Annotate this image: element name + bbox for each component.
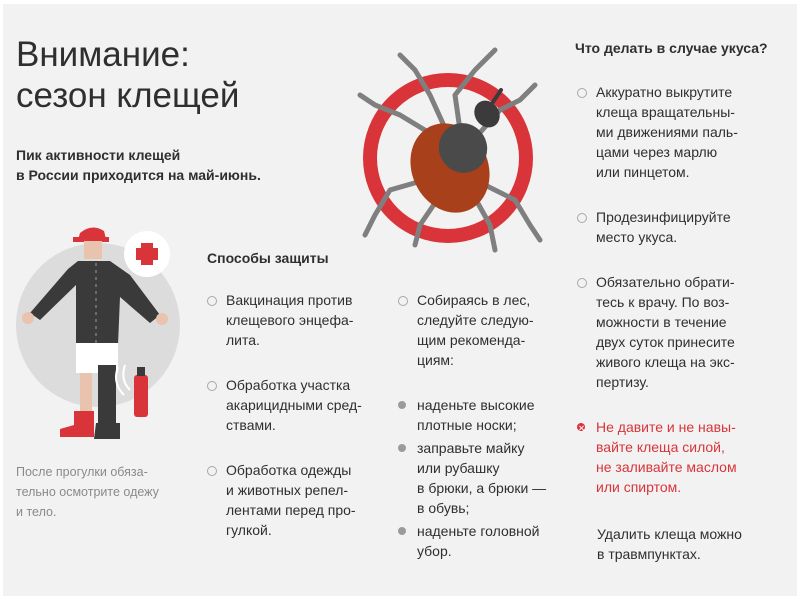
bullet-dot-icon	[398, 401, 406, 409]
bullet-dot-icon	[398, 444, 406, 452]
bullet-ring-icon	[577, 213, 587, 223]
item-line: тесь к врачу. По воз-	[596, 294, 730, 310]
item-line: живого клеща на экс-	[596, 354, 735, 370]
bullet-dot-icon	[398, 527, 406, 535]
warning-line: вайте клеща силой,	[596, 439, 725, 455]
title-line-2: сезон клещей	[16, 76, 240, 115]
item-line: лита.	[226, 332, 260, 348]
item-line: клеща вращательны-	[596, 104, 735, 120]
intro-line: циям:	[417, 352, 454, 368]
item-line: двух суток принесите	[596, 334, 735, 350]
note-line-2: тельно осмотрите одежу	[16, 485, 159, 499]
item-line: пертизу.	[596, 374, 649, 390]
peak-activity-text	[16, 145, 261, 185]
item-line: Обработка одежды	[226, 462, 352, 478]
list-item	[574, 82, 784, 182]
forest-recommendations	[395, 395, 565, 561]
item-line: или пинцетом.	[596, 164, 690, 180]
item-line: или рубашку	[417, 460, 500, 476]
man-spraying-illustration	[10, 215, 200, 445]
item-line: Аккуратно выкрутите	[596, 84, 733, 100]
first-aid-cross-icon	[124, 231, 170, 277]
note-line-3: и тело.	[16, 505, 57, 519]
list-item	[204, 290, 384, 350]
item-line: Вакцинация против	[226, 292, 353, 308]
note-line-1: После прогулки обяза-	[16, 465, 148, 479]
warning-line: не заливайте маслом	[596, 459, 737, 475]
list-item	[204, 460, 384, 540]
bite-title: Что делать в случае укуса?	[575, 40, 768, 56]
item-line: в обувь;	[417, 500, 470, 516]
item-line: лентами перед про-	[226, 502, 356, 518]
item-line: наденьте высокие	[417, 397, 535, 413]
bullet-ring-icon	[577, 88, 587, 98]
forest-intro	[395, 290, 565, 370]
warning-line: или спиртом.	[596, 479, 682, 495]
list-item	[395, 395, 565, 435]
intro-line: следуйте следую-	[417, 312, 534, 328]
item-line: гулкой.	[226, 522, 272, 538]
item-line: акарицидными сред-	[226, 397, 362, 413]
item-line: наденьте головной	[417, 523, 540, 539]
item-line: клещевого энцефа-	[226, 312, 354, 328]
trauma-center-note	[597, 524, 742, 564]
list-item	[574, 272, 784, 392]
item-line: место укуса.	[596, 229, 678, 245]
protection-title: Способы защиты	[207, 250, 329, 266]
final-line-1: Удалить клеща можно	[597, 526, 742, 542]
title-line-1: Внимание:	[16, 35, 190, 74]
bullet-ring-icon	[577, 278, 587, 288]
bullet-ring-icon	[207, 466, 217, 476]
list-item	[395, 521, 565, 561]
item-line: можности в течение	[596, 314, 727, 330]
item-line: ствами.	[226, 417, 276, 433]
item-line: Обязательно обрати-	[596, 274, 735, 290]
lead-line-2: в России приходится на май-июнь.	[16, 167, 261, 183]
after-walk-note	[16, 462, 159, 522]
item-line: плотные носки;	[417, 417, 517, 433]
lead-line-1: Пик активности клещей	[16, 147, 181, 163]
bullet-ring-icon	[398, 296, 408, 306]
final-line-2: в травмпунктах.	[597, 546, 701, 562]
bite-steps	[574, 82, 784, 497]
list-item	[395, 438, 565, 518]
page-title	[16, 34, 239, 116]
item-line: в брюки, а брюки —	[417, 480, 547, 496]
bullet-ring-icon	[207, 381, 217, 391]
list-item	[395, 290, 565, 370]
item-line: и животных репел-	[226, 482, 349, 498]
item-line: заправьте майку	[417, 440, 525, 456]
warning-item	[574, 417, 784, 497]
warning-cross-icon	[577, 423, 585, 431]
item-line: цами через марлю	[596, 144, 718, 160]
bullet-ring-icon	[207, 296, 217, 306]
list-item	[574, 207, 784, 247]
item-line: Продезинфицируйте	[596, 209, 731, 225]
protection-list	[204, 290, 384, 540]
tick-icon	[345, 40, 555, 260]
intro-line: щим рекоменда-	[417, 332, 526, 348]
item-line: убор.	[417, 543, 452, 559]
item-line: ми движениями паль-	[596, 124, 738, 140]
warning-line: Не давите и не навы-	[596, 419, 736, 435]
intro-line: Собираясь в лес,	[417, 292, 531, 308]
item-line: Обработка участка	[226, 377, 351, 393]
list-item	[204, 375, 384, 435]
